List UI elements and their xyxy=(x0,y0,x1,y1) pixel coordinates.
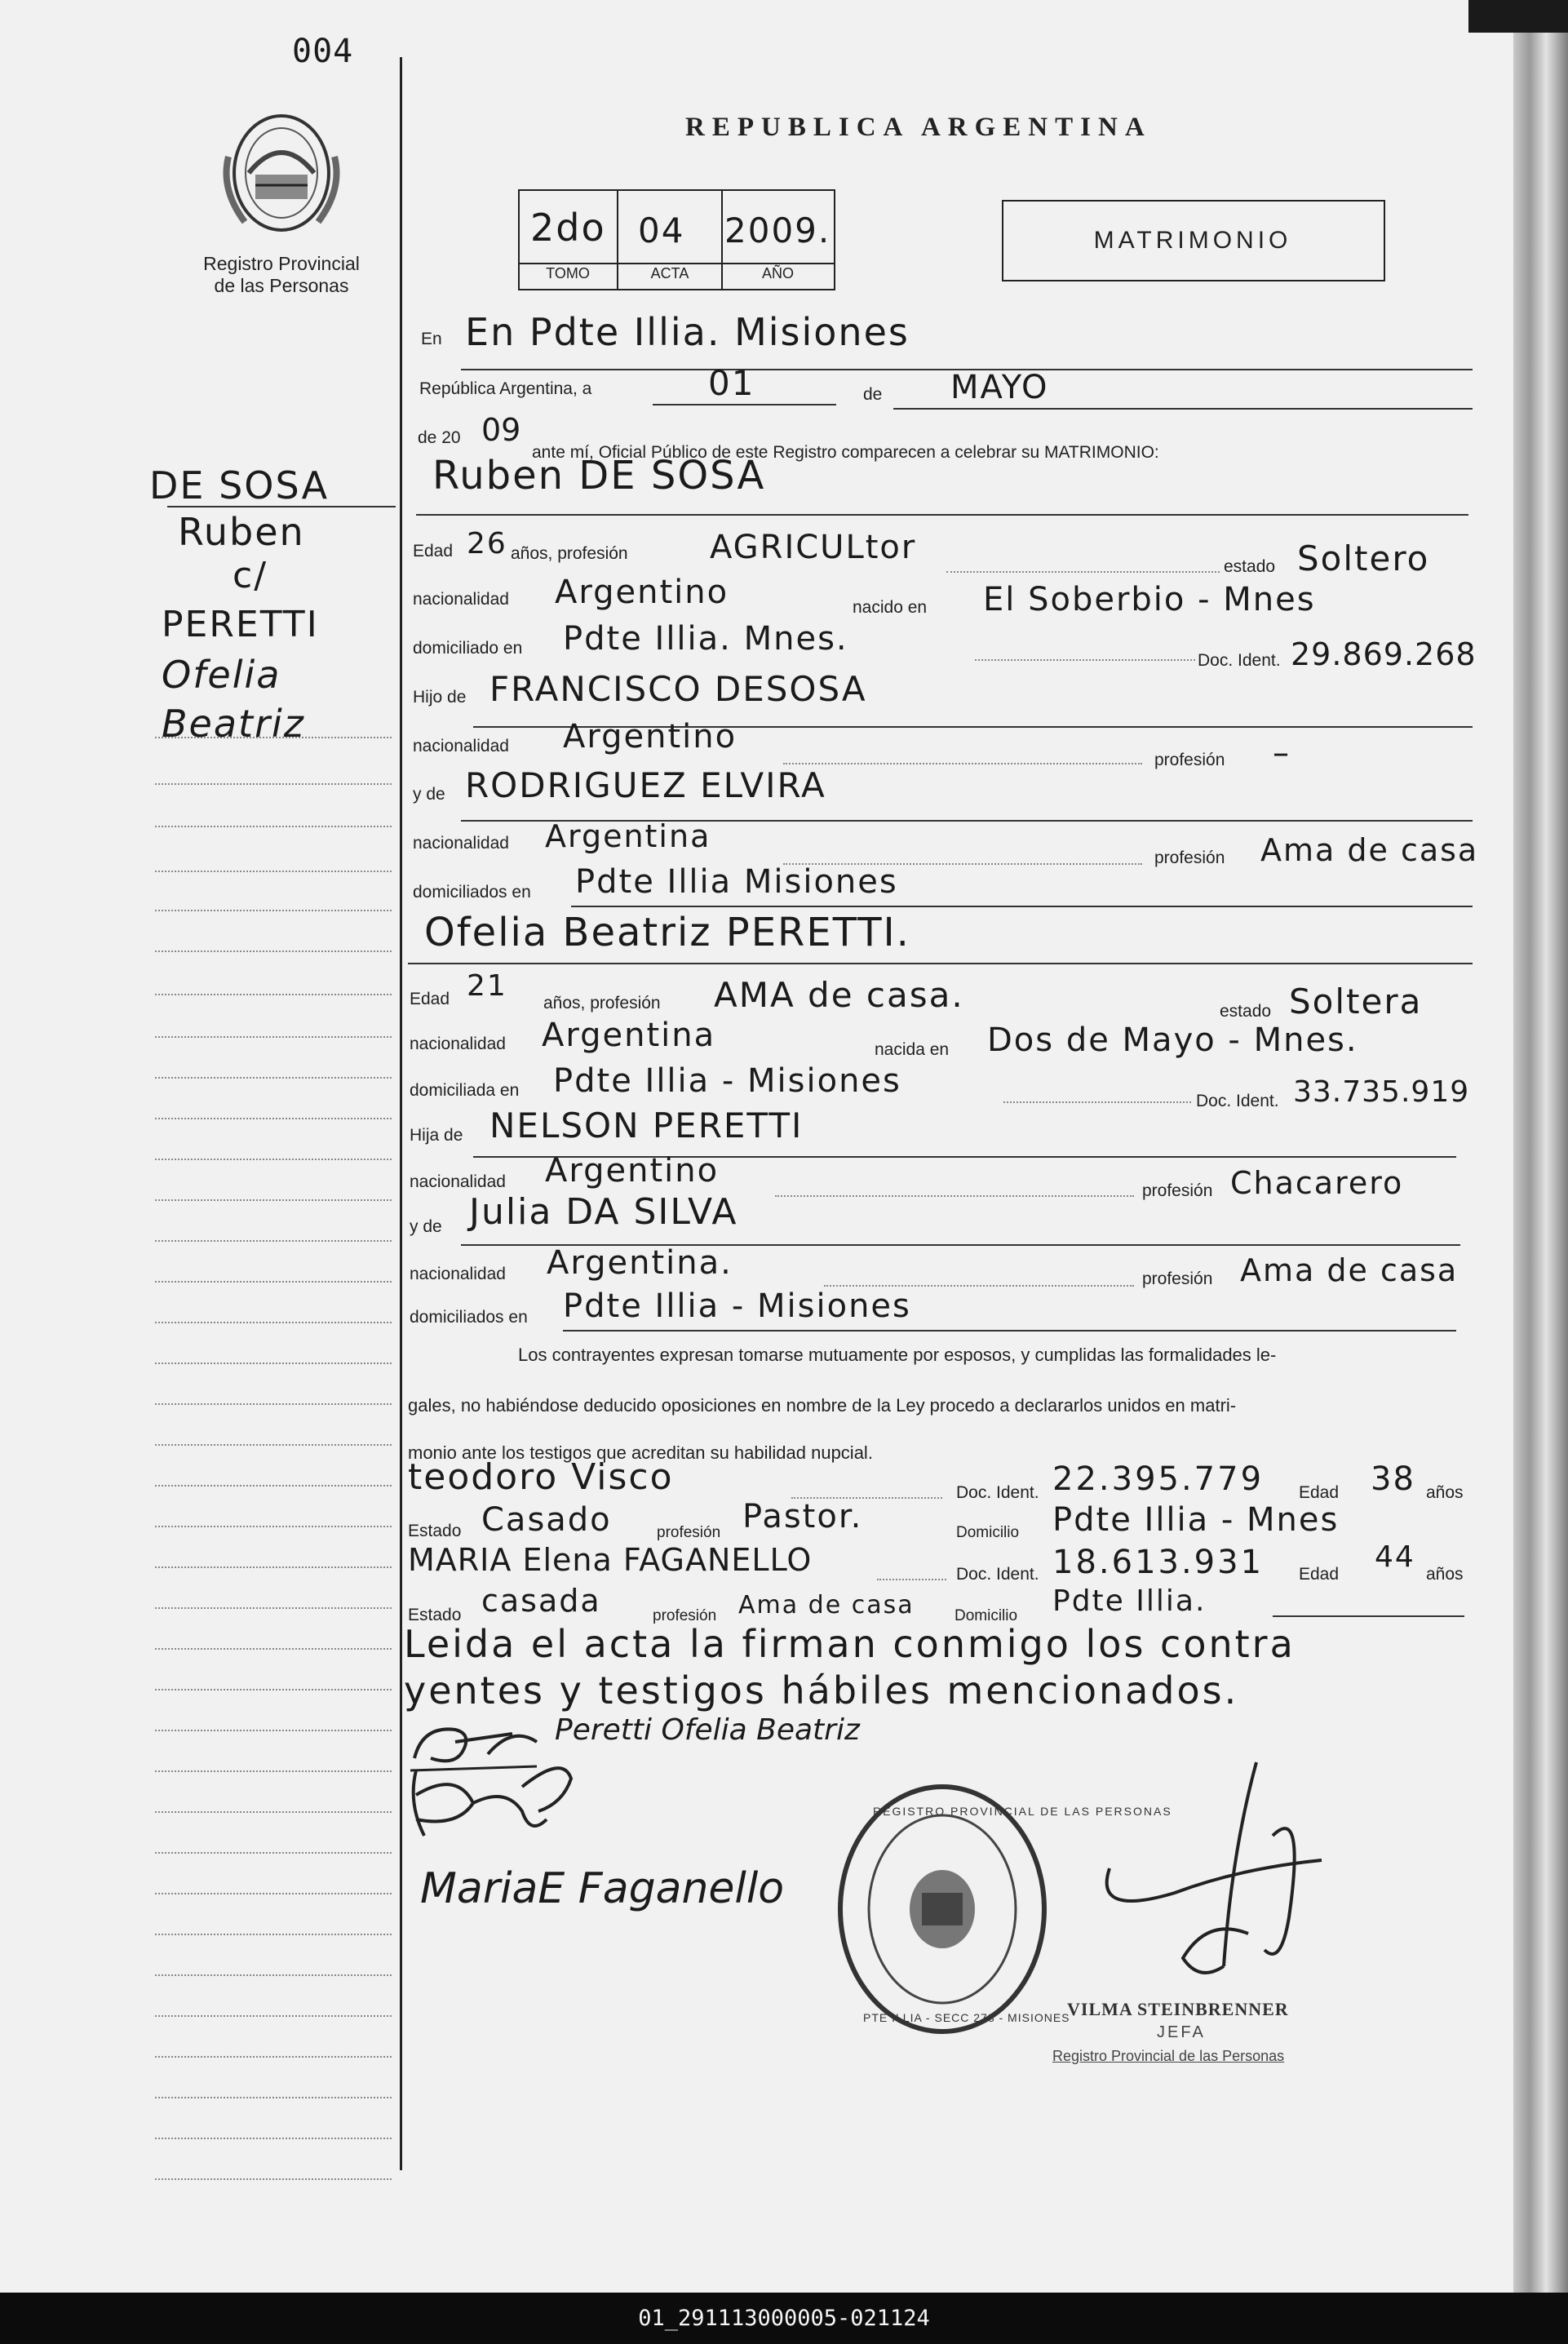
bride-nacionalidad: Argentina xyxy=(542,1017,716,1054)
de-label: de xyxy=(863,385,883,404)
bride-signature: Peretti Ofelia Beatriz xyxy=(555,1713,860,1747)
republica-label: República Argentina, a xyxy=(419,379,592,398)
witness2-doc: 18.613.931 xyxy=(1052,1544,1265,1581)
stamp-inner-text: PTE ILLIA - SECC 278 - MISIONES xyxy=(863,2011,1070,2024)
statement-text: ante mí, Oficial Público de este Registro comparecen a celebrar su MATRIMONIO: xyxy=(532,443,1159,462)
coat-of-arms-icon xyxy=(216,108,347,237)
bride-profesion: AMA de casa. xyxy=(714,975,964,1015)
bride-padre-prof-label: profesión xyxy=(1142,1181,1213,1200)
file-id-bar xyxy=(0,2293,1568,2344)
groom-hijo-label: Hijo de xyxy=(413,688,467,707)
bride-padre: NELSON PERETTI xyxy=(489,1106,804,1145)
bride-estado: Soltera xyxy=(1289,981,1423,1021)
witness2-name: MARIA Elena FAGANELLO xyxy=(408,1542,813,1578)
anio-label: AÑO xyxy=(761,265,794,281)
witness2-doc-label: Doc. Ident. xyxy=(956,1565,1039,1584)
officer-title: JEFA xyxy=(1157,2023,1206,2041)
witness2-profesion: Ama de casa xyxy=(738,1591,915,1620)
year-value: 09 xyxy=(481,412,521,448)
tomo-value: 2do xyxy=(530,206,606,250)
officer-signature-icon xyxy=(1077,1754,1403,1999)
groom-padre-prof: – xyxy=(1273,734,1291,772)
groom-profesion: AGRICULtor xyxy=(710,529,917,566)
year-prefix: de 20 xyxy=(418,428,461,447)
groom-padres-dom-label: domiciliados en xyxy=(413,883,531,902)
registry-stamp-icon xyxy=(832,1779,1052,2040)
groom-nacionalidad: Argentino xyxy=(555,574,729,611)
margin-conjunction: c/ xyxy=(233,555,268,596)
page-edge-shadow xyxy=(1468,0,1568,33)
margin-surname-groom: DE SOSA xyxy=(149,463,330,507)
groom-doc-label: Doc. Ident. xyxy=(1198,651,1281,670)
country-title: REPUBLICA ARGENTINA xyxy=(685,113,1152,142)
witness1-profesion: Pastor. xyxy=(742,1498,863,1535)
declaration-line-3: monio ante los testigos que acreditan su habilidad nupcial. xyxy=(408,1442,873,1463)
bride-padre-prof: Chacarero xyxy=(1230,1165,1404,1201)
groom-doc: 29.869.268 xyxy=(1291,636,1477,672)
bride-madre-nac-label: nacionalidad xyxy=(410,1265,506,1283)
page-edge xyxy=(1513,0,1568,2293)
witness2-dom-label: Domicilio xyxy=(955,1607,1018,1624)
bride-domicilio: Pdte Illia - Misiones xyxy=(553,1062,901,1100)
act-type: MATRIMONIO xyxy=(1093,227,1292,254)
declaration-line-1: Los contrayentes expresan tomarse mutuamente por esposos, y cumplidas las formalidades le- xyxy=(518,1345,1277,1365)
groom-madre-nac: Argentina xyxy=(545,818,711,854)
bride-madre-nac: Argentina. xyxy=(547,1244,733,1282)
groom-estado-label: estado xyxy=(1224,557,1276,576)
anio-value: 2009. xyxy=(724,210,831,250)
bride-hija-label: Hija de xyxy=(410,1126,463,1145)
witness1-anios-label: años xyxy=(1426,1483,1464,1502)
day-value: 01 xyxy=(708,363,755,403)
bride-padre-nac-label: nacionalidad xyxy=(410,1172,506,1191)
groom-domicilio: Pdte Illia. Mnes. xyxy=(563,620,848,658)
groom-madre-prof: Ama de casa xyxy=(1260,832,1479,868)
file-id: 01_291113000005-021124 xyxy=(638,2306,930,2331)
groom-madre-nac-label: nacionalidad xyxy=(413,834,509,853)
witness1-doc-label: Doc. Ident. xyxy=(956,1483,1039,1502)
groom-madre-prof-label: profesión xyxy=(1154,849,1225,867)
witness1-prof-label: profesión xyxy=(657,1524,721,1541)
bride-edad: 21 xyxy=(467,969,507,1003)
witness1-domicilio: Pdte Illia - Mnes xyxy=(1052,1501,1340,1539)
bride-dom-label: domiciliada en xyxy=(410,1081,520,1100)
bride-doc-label: Doc. Ident. xyxy=(1196,1092,1279,1110)
groom-nacido-en: El Soberbio - Mnes xyxy=(983,581,1316,618)
closing-line-2: yentes y testigos hábiles mencionados. xyxy=(404,1668,1239,1713)
margin-surname-bride: PERETTI xyxy=(162,604,319,645)
groom-padres-dom: Pdte Illia Misiones xyxy=(575,863,898,901)
acta-value: 04 xyxy=(638,210,685,250)
tomo-label: TOMO xyxy=(546,265,590,281)
acta-label: ACTA xyxy=(650,265,689,281)
witness1-estado-label: Estado xyxy=(408,1522,462,1540)
witness1-edad: 38 xyxy=(1371,1460,1415,1498)
registry-name xyxy=(171,253,392,297)
witness2-anios-label: años xyxy=(1426,1565,1464,1584)
witness2-prof-label: profesión xyxy=(653,1607,717,1624)
groom-nacido-label: nacido en xyxy=(853,598,928,617)
witness2-edad-label: Edad xyxy=(1299,1565,1340,1584)
margin-middle-name-bride: Beatriz xyxy=(162,702,305,746)
en-label: En xyxy=(421,330,442,348)
declaration-line-2: gales, no habiéndose deducido oposiciones en nombre de la Ley procedo a declararlos unidos en matri- xyxy=(408,1395,1237,1416)
groom-name: Ruben DE SOSA xyxy=(432,453,766,498)
groom-nac-label: nacionalidad xyxy=(413,590,509,609)
bride-nacida-en: Dos de Mayo - Mnes. xyxy=(987,1021,1358,1059)
bride-madre-prof-label: profesión xyxy=(1142,1269,1213,1288)
bride-yde-label: y de xyxy=(410,1217,442,1236)
bride-prof-label: años, profesión xyxy=(543,994,661,1012)
groom-padre: FRANCISCO DESOSA xyxy=(489,669,867,709)
witness2-domicilio: Pdte Illia. xyxy=(1052,1584,1207,1618)
bride-madre: Julia DA SILVA xyxy=(469,1191,738,1233)
witness2-estado-label: Estado xyxy=(408,1606,462,1624)
bride-padres-dom: Pdte Illia - Misiones xyxy=(563,1287,911,1325)
witness2-estado: casada xyxy=(481,1583,601,1619)
groom-padre-nac-label: nacionalidad xyxy=(413,737,509,755)
witness1-doc: 22.395.779 xyxy=(1052,1460,1265,1498)
groom-madre: RODRIGUEZ ELVIRA xyxy=(465,765,826,805)
bride-nacida-label: nacida en xyxy=(875,1040,950,1059)
bride-edad-label: Edad xyxy=(410,990,450,1008)
page-number: 004 xyxy=(292,33,354,70)
bride-nac-label: nacionalidad xyxy=(410,1035,506,1053)
groom-dom-label: domiciliado en xyxy=(413,639,523,658)
registry-line-2: de las Personas xyxy=(214,275,349,296)
margin-name-groom: Ruben xyxy=(178,510,305,554)
groom-edad-label: Edad xyxy=(413,542,454,561)
bride-padre-nac: Argentino xyxy=(545,1152,720,1190)
bride-doc: 33.735.919 xyxy=(1293,1075,1470,1109)
registry-line-1: Registro Provincial xyxy=(203,253,360,274)
place-value: En Pdte Illia. Misiones xyxy=(465,310,910,354)
groom-prof-label: años, profesión xyxy=(511,544,628,563)
margin-divider xyxy=(400,57,402,2170)
margin-name-bride: Ofelia xyxy=(162,653,281,697)
witness1-dom-label: Domicilio xyxy=(956,1524,1020,1541)
witness1-name: teodoro Visco xyxy=(408,1456,674,1498)
officer-name: VILMA STEINBRENNER xyxy=(1067,1999,1289,2019)
witness1-edad-label: Edad xyxy=(1299,1483,1340,1502)
bride-estado-label: estado xyxy=(1220,1002,1272,1021)
bride-madre-prof: Ama de casa xyxy=(1240,1252,1459,1288)
bride-padres-dom-label: domiciliados en xyxy=(410,1308,528,1327)
closing-line-1: Leida el acta la firman conmigo los contra xyxy=(404,1622,1296,1666)
witness2-signature: MariaE Faganello xyxy=(420,1864,785,1913)
witness1-signature-icon xyxy=(400,1754,620,1852)
groom-estado: Soltero xyxy=(1297,538,1430,578)
stamp-outer-text: REGISTRO PROVINCIAL DE LAS PERSONAS xyxy=(873,1805,1172,1818)
groom-edad: 26 xyxy=(467,527,507,561)
witness1-estado: Casado xyxy=(481,1501,612,1539)
bride-name: Ofelia Beatriz PERETTI. xyxy=(424,910,910,955)
month-value: MAYO xyxy=(950,369,1049,406)
officer-office: Registro Provincial de las Personas xyxy=(1052,2048,1285,2064)
witness2-edad: 44 xyxy=(1375,1540,1415,1574)
groom-padre-prof-label: profesión xyxy=(1154,751,1225,769)
groom-padre-nac: Argentino xyxy=(563,718,737,755)
groom-yde-label: y de xyxy=(413,785,445,804)
